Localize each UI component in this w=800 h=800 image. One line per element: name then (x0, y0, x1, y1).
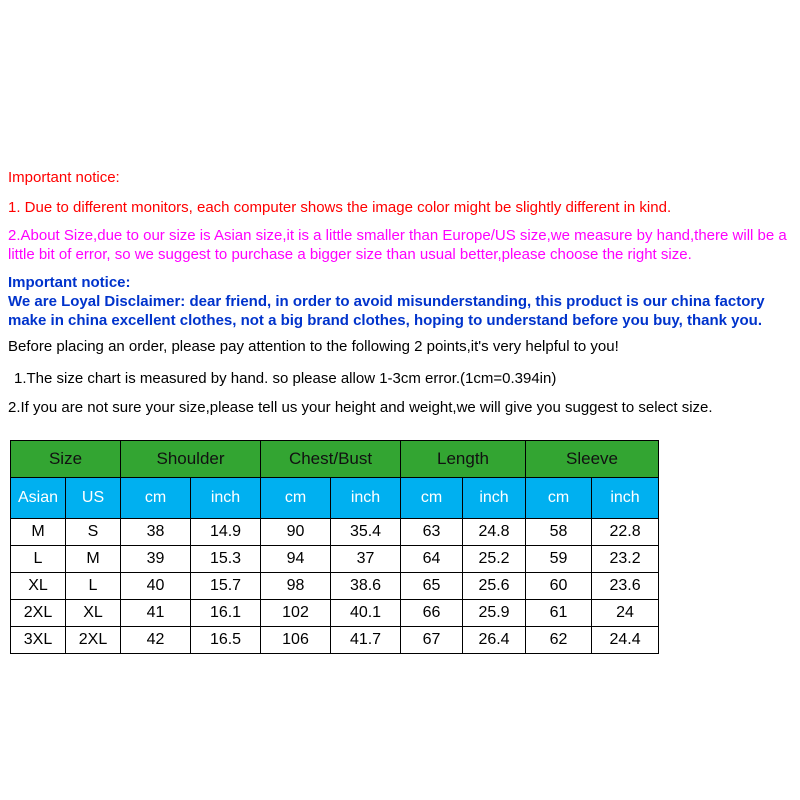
table-cell: 16.5 (191, 627, 261, 654)
notice-disclaimer: We are Loyal Disclaimer: dear friend, in order to avoid misunderstanding, this product is our china factory make in china excellent clothes, not a big brand clothes, hoping to understand before you buy, thank you. (8, 293, 765, 329)
sub-header-chest-cm: cm (261, 478, 331, 519)
table-cell: S (66, 519, 121, 546)
table-cell: 61 (526, 600, 592, 627)
table-cell: 94 (261, 546, 331, 573)
table-row (11, 546, 659, 573)
sub-header-sleeve-cm: cm (526, 478, 592, 519)
notice-monitor-color: 1. Due to different monitors, each computer shows the image color might be slightly different in kind. (8, 199, 672, 216)
table-cell: 98 (261, 573, 331, 600)
table-cell: 106 (261, 627, 331, 654)
important-notice-heading-1: Important notice: (8, 169, 120, 186)
table-cell: 14.9 (191, 519, 261, 546)
group-header-size: Size (11, 441, 121, 478)
table-cell: 16.1 (191, 600, 261, 627)
table-cell: 64 (401, 546, 463, 573)
sub-header-length-inch: inch (463, 478, 526, 519)
notice-about-size: 2.About Size,due to our size is Asian size,it is a little smaller than Europe/US size,we measure by hand,there will be a little bit of error, so we suggest to purchase a bigger size than usual better,please choose the right size. (8, 227, 787, 263)
table-cell: M (66, 546, 121, 573)
table-cell: 3XL (11, 627, 66, 654)
table-cell: 24 (592, 600, 659, 627)
table-cell: 42 (121, 627, 191, 654)
table-cell: 15.7 (191, 573, 261, 600)
notice-point-2: 2.If you are not sure your size,please tell us your height and weight,we will give you suggest to select size. (8, 399, 713, 416)
table-cell: 40 (121, 573, 191, 600)
table-cell: 23.2 (592, 546, 659, 573)
table-row (11, 573, 659, 600)
notice-point-1: 1.The size chart is measured by hand. so please allow 1-3cm error.(1cm=0.394in) (14, 370, 557, 387)
table-cell: 25.2 (463, 546, 526, 573)
sub-header-shoulder-cm: cm (121, 478, 191, 519)
sub-header-length-cm: cm (401, 478, 463, 519)
sub-header-shoulder-inch: inch (191, 478, 261, 519)
table-cell: 37 (331, 546, 401, 573)
table-cell: 24.4 (592, 627, 659, 654)
table-cell: 22.8 (592, 519, 659, 546)
table-row (11, 627, 659, 654)
group-header-length: Length (401, 441, 526, 478)
table-cell: 15.3 (191, 546, 261, 573)
table-cell: 63 (401, 519, 463, 546)
table-cell: 39 (121, 546, 191, 573)
table-cell: M (11, 519, 66, 546)
table-cell: 35.4 (331, 519, 401, 546)
table-cell: 102 (261, 600, 331, 627)
table-cell: 26.4 (463, 627, 526, 654)
table-cell: 41.7 (331, 627, 401, 654)
notice-attention: Before placing an order, please pay attention to the following 2 points,it's very helpful to you! (8, 338, 619, 355)
table-cell: 62 (526, 627, 592, 654)
table-cell: L (66, 573, 121, 600)
table-cell: 25.9 (463, 600, 526, 627)
table-cell: 41 (121, 600, 191, 627)
table-cell: 59 (526, 546, 592, 573)
important-notice-heading-2: Important notice: (8, 274, 131, 291)
table-cell: 2XL (66, 627, 121, 654)
table-row (11, 600, 659, 627)
table-cell: XL (11, 573, 66, 600)
table-cell: 65 (401, 573, 463, 600)
table-group-header-row (11, 441, 659, 478)
table-sub-header-row (11, 478, 659, 519)
group-header-sleeve: Sleeve (526, 441, 659, 478)
table-cell: 67 (401, 627, 463, 654)
sub-header-sleeve-inch: inch (592, 478, 659, 519)
table-cell: 60 (526, 573, 592, 600)
group-header-shoulder: Shoulder (121, 441, 261, 478)
table-cell: L (11, 546, 66, 573)
table-cell: 90 (261, 519, 331, 546)
group-header-chest-bust: Chest/Bust (261, 441, 401, 478)
sub-header-us: US (66, 478, 121, 519)
sub-header-chest-inch: inch (331, 478, 401, 519)
table-cell: 23.6 (592, 573, 659, 600)
table-cell: 2XL (11, 600, 66, 627)
table-cell: 38.6 (331, 573, 401, 600)
table-cell: 24.8 (463, 519, 526, 546)
table-cell: 40.1 (331, 600, 401, 627)
table-row (11, 519, 659, 546)
sub-header-asian: Asian (11, 478, 66, 519)
table-cell: 66 (401, 600, 463, 627)
table-cell: 58 (526, 519, 592, 546)
table-cell: 38 (121, 519, 191, 546)
table-cell: XL (66, 600, 121, 627)
table-cell: 25.6 (463, 573, 526, 600)
size-table (10, 440, 659, 654)
